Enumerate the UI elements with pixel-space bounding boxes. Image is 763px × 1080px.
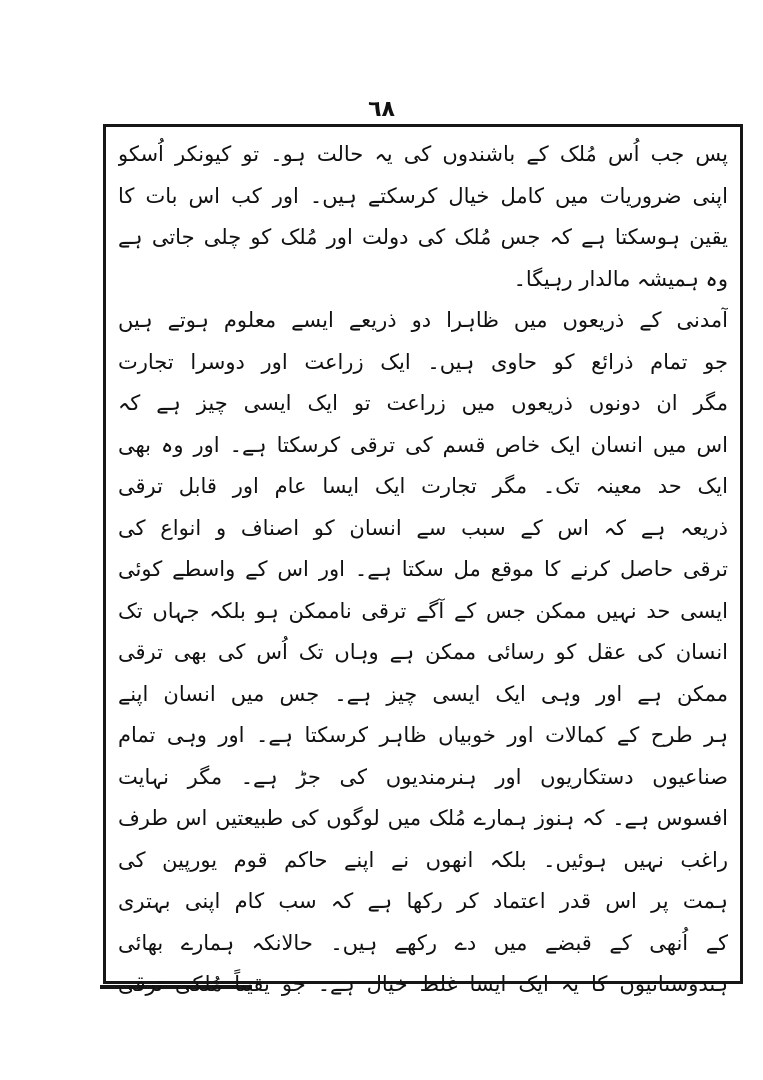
text-line: ایک حد معینہ تک۔ مگر تجارت ایک ایسا عام اور قابل ترقی	[118, 474, 728, 498]
text-line: ہمت پر اس قدر اعتماد کر رکھا ہے کہ سب کام اپنی بہتری	[118, 889, 728, 913]
text-line: انسان کی عقل کو رسائی ممکن ہے وہاں تک اُس کی بھی ترقی	[118, 640, 728, 664]
text-line: راغب نہیں ہوئیں۔ بلکہ انھوں نے اپنے حاکم قوم یورپین کی	[118, 847, 728, 872]
text-line: کے اُنھی کے قبضے میں دے رکھے ہیں۔ حالانکہ ہمارے بھائی	[118, 930, 728, 955]
text-line: اس میں انسان ایک خاص قسم کی ترقی کرسکتا ہے۔ اور وہ بھی	[118, 432, 728, 457]
text-line: افسوس ہے۔ کہ ہنوز ہمارے مُلک میں لوگوں کی طبیعتیں اس طرف	[118, 806, 728, 830]
text-line: جو تمام ذرائع کو حاوی ہیں۔ ایک زراعت اور دوسرا تجارت	[118, 349, 728, 374]
page-number: ٦٨	[368, 97, 395, 122]
text-line: ممکن ہے اور وہی ایک ایسی چیز ہے۔ جس میں انسان اپنے	[118, 681, 728, 706]
text-line: مگر ان دونوں ذریعوں میں زراعت تو ایک ایسی چیز ہے کہ	[118, 391, 728, 415]
text-line: اپنی ضروریات میں کامل خیال کرسکتے ہیں۔ اور کب اس بات کا	[118, 183, 728, 208]
text-line: ہندوستانیوں کا یہ ایک ایسا غلط خیال ہے۔ جو یقیناً مُلکی ترقی	[118, 972, 728, 996]
text-line: آمدنی کے ذریعوں میں ظاہرا دو ذریعے ایسے معلوم ہوتے ہیں	[118, 308, 728, 332]
text-line: پس جب اُس مُلک کے باشندوں کی یہ حالت ہو۔ تو کیونکر اُسکو	[118, 142, 728, 166]
urdu-text-body	[118, 134, 728, 1006]
text-line: ہر طرح کے کمالات اور خوبیاں ظاہر کرسکتا ہے۔ اور وہی تمام	[118, 723, 728, 747]
text-line: ایسی حد نہیں ممکن جس کے آگے ترقی ناممکن ہو بلکہ جہاں تک	[118, 598, 728, 623]
text-line: وہ ہمیشہ مالدار رہیگا۔	[513, 266, 728, 291]
text-line: صناعیوں دستکاریوں اور ہنرمندیوں کی جڑ ہے۔ مگر نہایت	[118, 764, 728, 789]
text-line: ترقی حاصل کرنے کا موقع مل سکتا ہے۔ اور اس کے واسطے کوئی	[118, 557, 728, 581]
text-line: یقین ہوسکتا ہے کہ جس مُلک کی دولت اور مُلک کو چلی جاتی ہے	[118, 225, 728, 249]
text-line: ذریعہ ہے کہ اس کے سبب سے انسان کو اصناف و انواع کی	[118, 515, 728, 540]
